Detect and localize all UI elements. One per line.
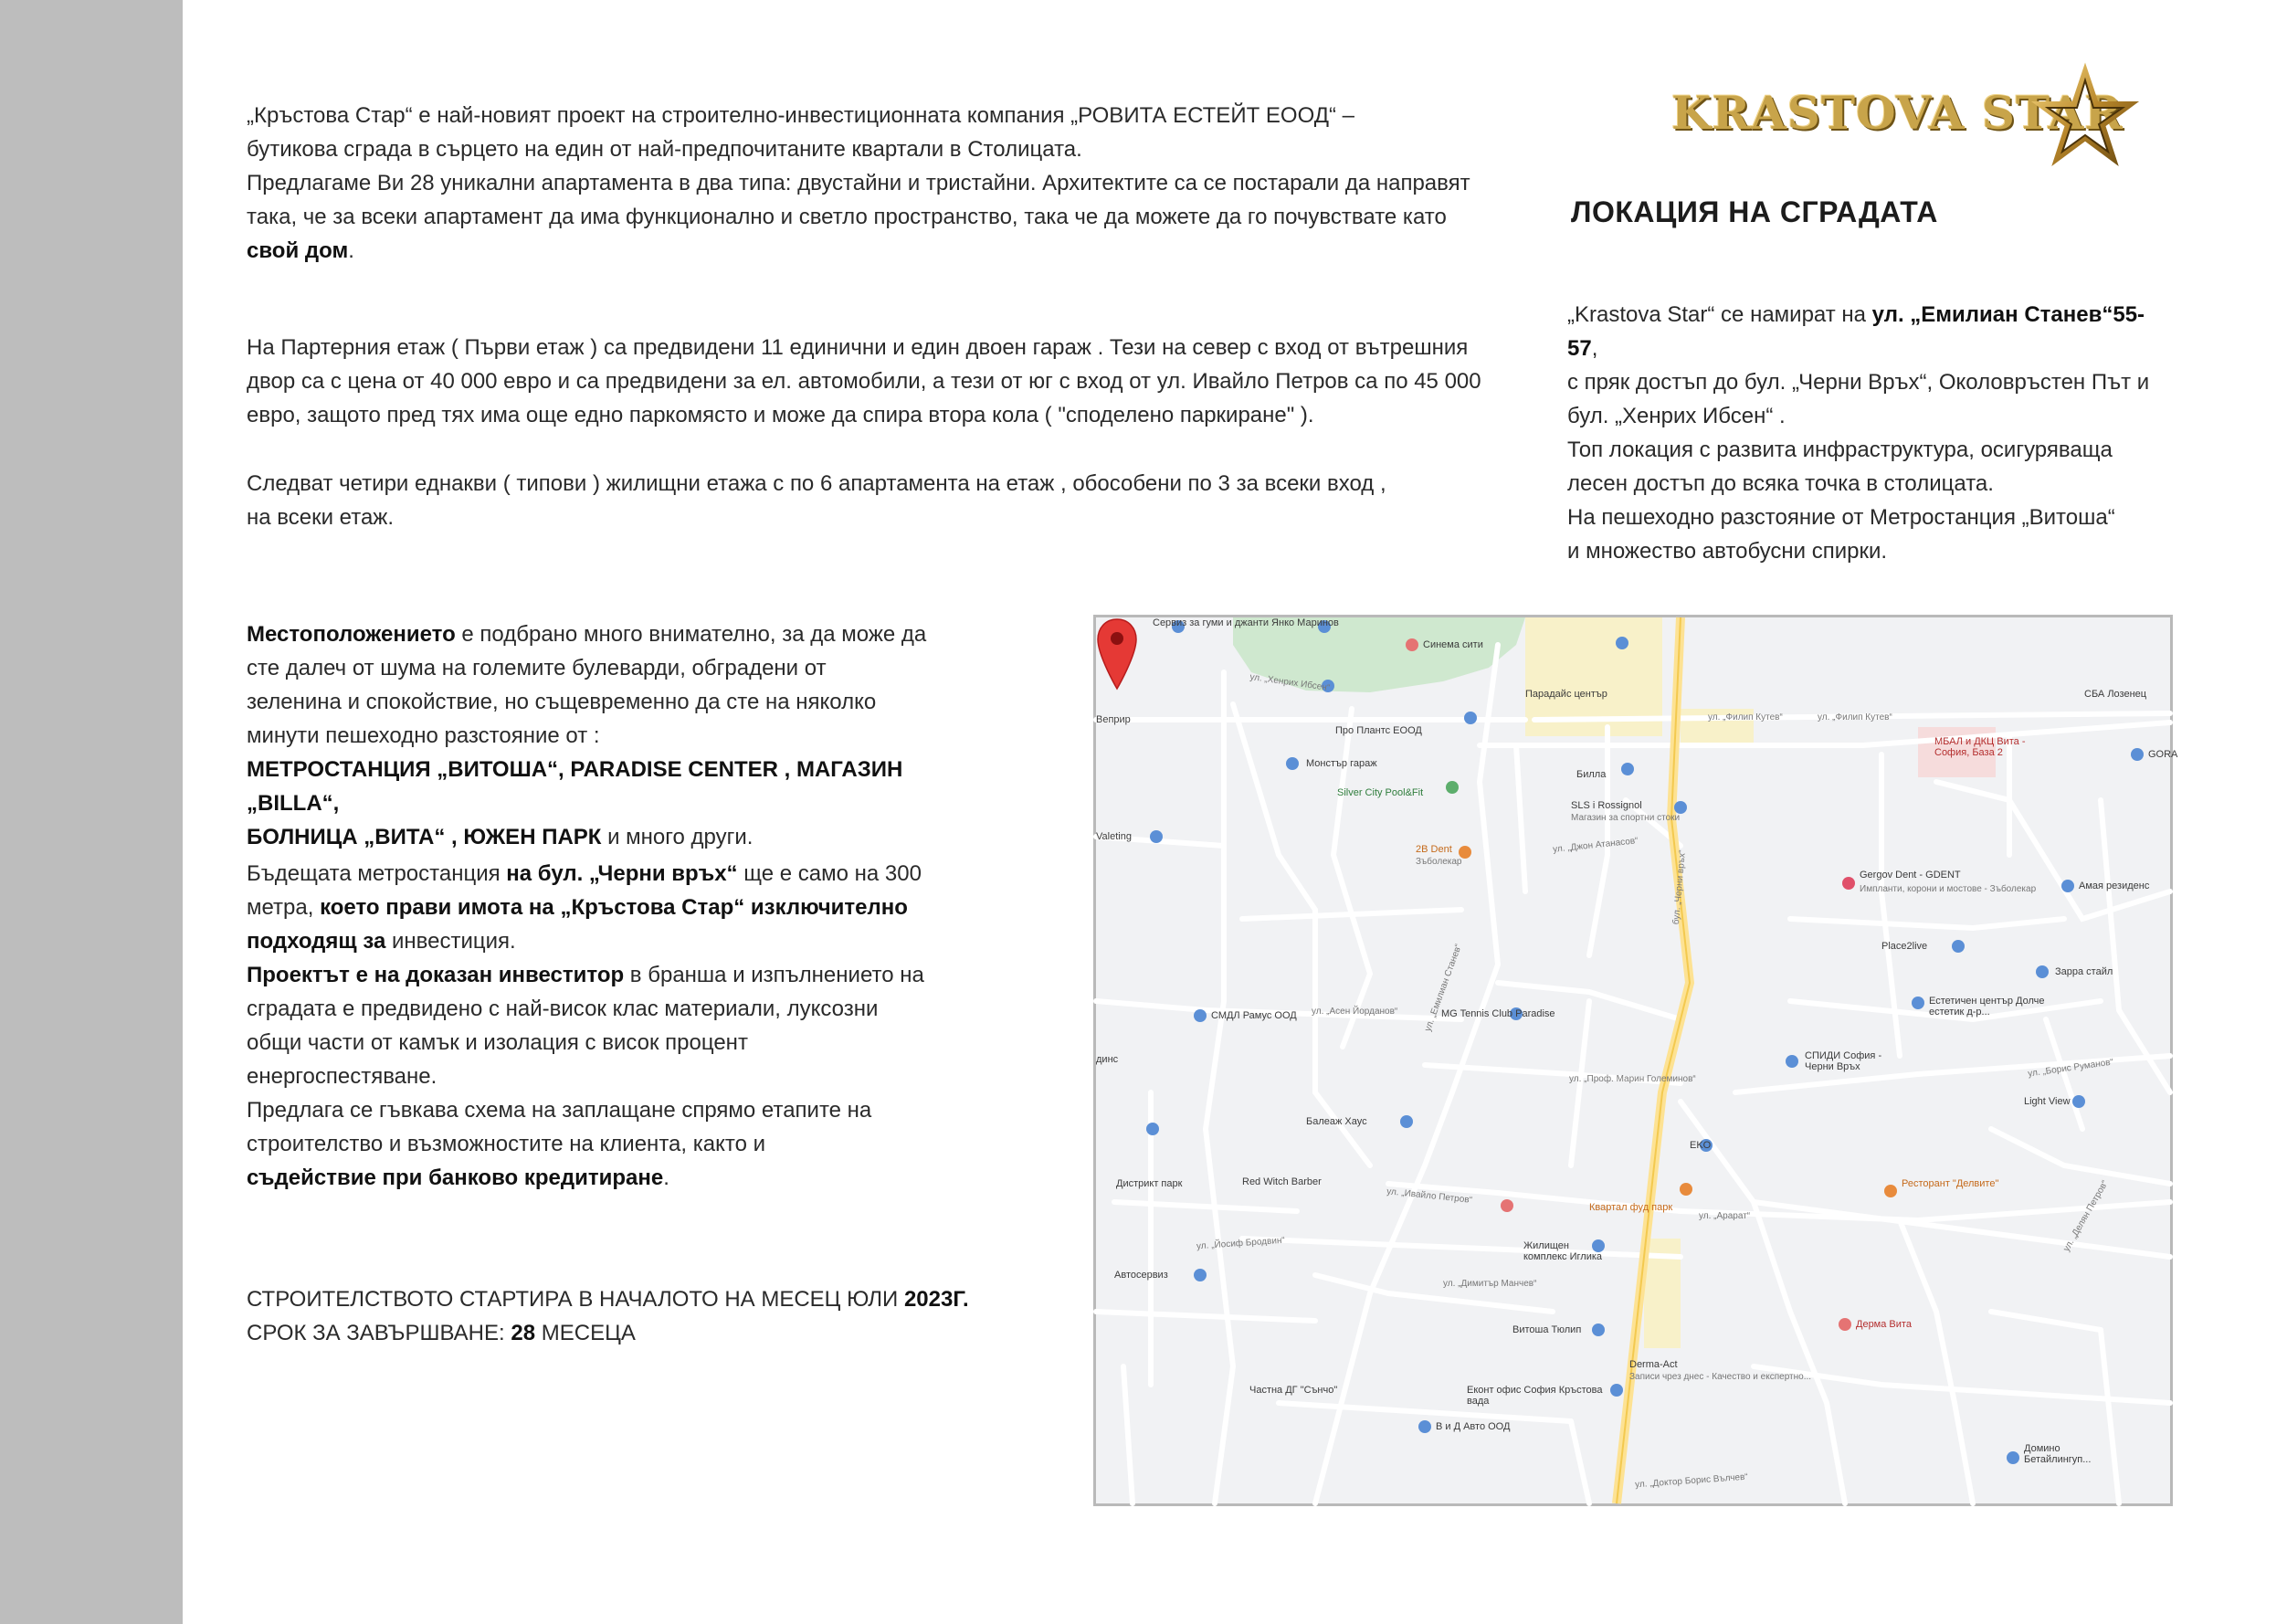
investment-line-8: Предлага се гъвкава схема на заплащане спрямо етапите на [247,1098,872,1123]
map-label-sls-rossignol: SLS i Rossignol [1571,800,1642,811]
construction-line-1-pre: СТРОИТЕЛСТВОТО СТАРТИРА В НАЧАЛОТО НА МЕСЕЦ ЮЛИ [247,1287,904,1312]
map-street-goleminov: ул. „Проф. Марин Големинов“ [1569,1074,1696,1084]
location-pin-icon[interactable] [1096,617,1138,691]
floors-line-2: на всеки етаж. [247,505,395,530]
investment-line-5: сградата е предвидено с най-висок клас материали, луксозни [247,997,879,1021]
map-label-monster-garage: Монстър гараж [1306,758,1377,769]
investment-line-2-bold: което прави имота на „Кръстова Стар“ изключително [320,895,908,920]
intro-paragraph [247,99,1507,268]
investment-line-7: енергоспестяване. [247,1064,437,1089]
map-street-kutev-2: ул. „Филип Кутев“ [1818,712,1892,722]
location-map[interactable] [1093,615,2178,1506]
map-street-cherni-vrah: бул. „Черни връх“ [1670,849,1688,925]
location-heading: ЛОКАЦИЯ НА СГРАДАТА [1571,195,1938,228]
map-label-dentist: Зъболекар [1416,857,1462,867]
intro-line-3: Предлагаме Ви 28 уникални апартамента в два типа: двустайни и тристайни. Архитектите са се постарали да направят [247,171,1470,195]
intro-line-4: така, че за всеки апартамент да има функционално и светло пространство, така че да можете да го почувствате като [247,205,1447,229]
map-street-valchev: ул. „Доктор Борис Вълчев“ [1634,1471,1749,1491]
location-line-2: сте далеч от шума на големите булеварди, обградени от [247,656,827,680]
map-label-baleazh: Балеаж Хаус [1306,1116,1367,1127]
investment-line-3-bold: подходящ за [247,929,386,954]
intro-emphasis: свой дом [247,238,349,263]
address-line-2: с пряк достъп до бул. „Черни Връх“, Околовръстен Път и [1567,370,2150,395]
investment-line-9: строителство и възможностите на клиента, както и [247,1132,766,1156]
investment-line-2-pre: метра, [247,895,321,920]
left-grey-sidebar [0,0,183,1624]
map-street-ivaylo: ул. „Ивайло Петров“ [1386,1186,1473,1206]
krastova-star-logo [1671,68,2137,168]
map-label-eko: EKO [1690,1140,1712,1151]
map-label-sba-lozenets: СБА Лозенец [2084,689,2147,700]
address-line-3: бул. „Хенрих Ибсен“ . [1567,404,1786,428]
construction-paragraph [247,1282,977,1350]
address-line-1-rest: , [1591,336,1598,361]
map-street-rumanov: ул. „Борис Руманов“ [2027,1057,2114,1080]
map-label-dolche: Естетичен център Долче естетик д-р... [1929,996,2045,1018]
map-label-derma-act-sub: Записи чрез днес - Качество и експертно... [1629,1372,1812,1382]
construction-year: 2023Г. [903,1287,969,1312]
map-street-yosif: ул. „Йосиф Бродвин“ [1196,1235,1286,1252]
map-label-speedy: СПИДИ София - Черни Връх [1805,1050,1882,1072]
location-landmarks-2: БОЛНИЦА „ВИТА“ , ЮЖЕН ПАРК [247,825,602,849]
map-label-paradise-center: Парадайс център [1525,689,1607,700]
map-street-manchev: ул. „Димитър Манчев“ [1443,1279,1537,1289]
construction-months: 28 [511,1321,536,1345]
investment-line-6: общи части от камък и изолация с висок процент [247,1030,748,1055]
map-label-pro-plants: Про Плантс ЕООД [1335,725,1422,736]
map-label-autoservice: Автосервиз [1114,1270,1168,1281]
investment-line-4-rest: в бранша и изпълнението на [624,963,924,987]
address-line-4: Топ локация с развита инфраструктура, осигуряваща [1567,438,2113,462]
investment-line-4-bold: Проектът е на доказан инвеститор [247,963,625,987]
map-label-veprir: Веприр [1096,714,1131,725]
map-label-econt: Еконт офис София Кръстова вада [1467,1385,1603,1407]
location-landmarks: МЕТРОСТАНЦИЯ „ВИТОША“, PARADISE CENTER , МАГАЗИН „BILLA“, [247,757,903,816]
investment-line-10-rest: . [663,1165,669,1190]
map-label-iglika: Жилищен комплекс Иглика [1523,1240,1603,1262]
map-label-zarra: Зарра стайл [2055,966,2113,977]
star-icon [2035,68,2135,168]
garage-line-2: двор са с цена от 40 000 евро и са предвидени за ел. автомобили, а тези от юг с вход от ул. Ивайло Петров са по 45 000 [247,369,1481,394]
construction-line-2-pre: СРОК ЗА ЗАВЪРШВАНЕ: [247,1321,511,1345]
investment-line-1-rest: ще е само на 300 [737,861,922,886]
map-street-stanev: ул. „Емилиан Станев“ [1423,943,1464,1033]
map-label-dins: динс [1096,1054,1119,1065]
map-label-derma-vita: Дерма Вита [1856,1319,1912,1330]
location-line-4: минути пешеходно разстояние от : [247,723,600,748]
location-emphasis: Местоположението [247,622,456,647]
map-label-implants: Импланти, корони и мостове - Зъболекар [1860,884,2037,894]
logo-text: KRASTOVA STAR [1671,86,2124,140]
address-street: ул. „Емилиан Станев“55-57 [1567,302,2145,361]
construction-line-2-rest: МЕСЕЦА [535,1321,636,1345]
location-paragraph [247,617,959,854]
map-label-domino: Домино Бетайлингуп... [2024,1443,2092,1465]
map-label-kvartal-food: Квартал фуд парк [1589,1202,1673,1213]
map-street-kutev-1: ул. „Филип Кутев“ [1708,712,1783,722]
map-label-derma-act: Derma-Act [1629,1359,1678,1370]
map-label-tyre-service: Сервиз за гуми и джанти Янко Маринов [1153,617,1339,628]
map-label-sports-shop: Магазин за спортни стоки [1571,813,1681,823]
intro-line-2: бутикова сграда в сърцето на един от най-предпочитаните квартали в Столицата. [247,137,1082,162]
map-label-kindergarten: Частна ДГ "Сънчо" [1249,1385,1338,1396]
garage-paragraph [247,331,1507,432]
map-label-amaya: Амая резиденс [2079,881,2150,891]
address-line-6: На пешеходно разстояние от Метростанция „Витоша“ [1567,505,2115,530]
map-label-smdl-ramus: СМДЛ Рамус ООД [1211,1010,1297,1021]
garage-line-3: евро, защото пред тях има още едно паркомясто и може да спира втора кола ( "споделено паркиране" ). [247,403,1314,427]
map-label-2b-dent: 2B Dent [1416,844,1452,855]
intro-line-1: „Кръстова Стар“ е най-новият проект на строително-инвестиционната компания „РОВИТА ЕСТЕЙТ ЕООД“ – [247,103,1354,128]
investment-line-1-bold: на бул. „Черни връх“ [506,861,738,886]
location-line-3: зеленина и спокойствие, но същевременно да сте на няколко [247,690,877,714]
map-street-delyan: ул. „Делян Петров“ [2061,1178,2111,1254]
floors-line-1: Следват четири еднакви ( типови ) жилищни етажа с по 6 апартамента на етаж , обособени по 3 за всеки вход , [247,471,1386,496]
map-label-gora: GORA [2148,749,2178,760]
map-label-vita-hospital: МБАЛ и ДКЦ Вита - София, База 2 [1934,736,2026,758]
investment-paragraph [247,857,977,1195]
map-street-asen: ул. „Асен Йорданов“ [1312,1007,1398,1017]
investment-line-3-rest: инвестиция. [385,929,516,954]
map-street-ararat: ул. „Арарат“ [1699,1211,1751,1221]
map-label-vitosha-tulip: Витоша Тюлип [1512,1324,1582,1335]
map-street-atanasov: ул. „Джон Атанасов“ [1552,836,1639,855]
floors-paragraph [247,467,1507,534]
map-label-district-park: Дистрикт парк [1116,1178,1183,1189]
location-line-1: е подбрано много внимателно, за да може да [455,622,927,647]
address-line-1-pre: „Krastova Star“ се намират на [1567,302,1872,327]
intro-line-5: . [348,238,354,263]
map-label-place2live: Place2live [1881,941,1928,952]
garage-line-1: На Партерния етаж ( Първи етаж ) са предвидени 11 единични и един двоен гараж . Тези на север с вход от вътрешния [247,335,1469,360]
map-label-silver-city: Silver City Pool&Fit [1337,787,1424,798]
map-label-vid-avto: В и Д Авто ООД [1436,1421,1511,1432]
location-line-6: и много други. [601,825,754,849]
map-label-billa: Билла [1576,769,1607,780]
map-label-delvite: Ресторант "Делвите" [1902,1178,1999,1189]
investment-line-10-bold: съдействие при банково кредитиране [247,1165,664,1190]
address-line-5: лесен достъп до всяка точка в столицата. [1567,471,1994,496]
map-street-ibsen: ул. „Хенрих Ибсен“ [1249,671,1331,694]
map-label-gergov-dent: Gergov Dent - GDENT [1860,870,1961,881]
map-label-red-witch: Red Witch Barber [1242,1176,1322,1187]
map-label-cinema-city: Синема сити [1423,639,1483,650]
map-label-valeting: Valeting [1096,831,1132,842]
investment-line-1-pre: Бъдещата метростанция [247,861,507,886]
address-line-7: и множество автобусни спирки. [1567,539,1888,564]
map-label-mg-tennis: MG Tennis Club Paradise [1441,1008,1555,1019]
address-paragraph [1567,298,2170,568]
map-label-light-view: Light View [2024,1096,2071,1107]
